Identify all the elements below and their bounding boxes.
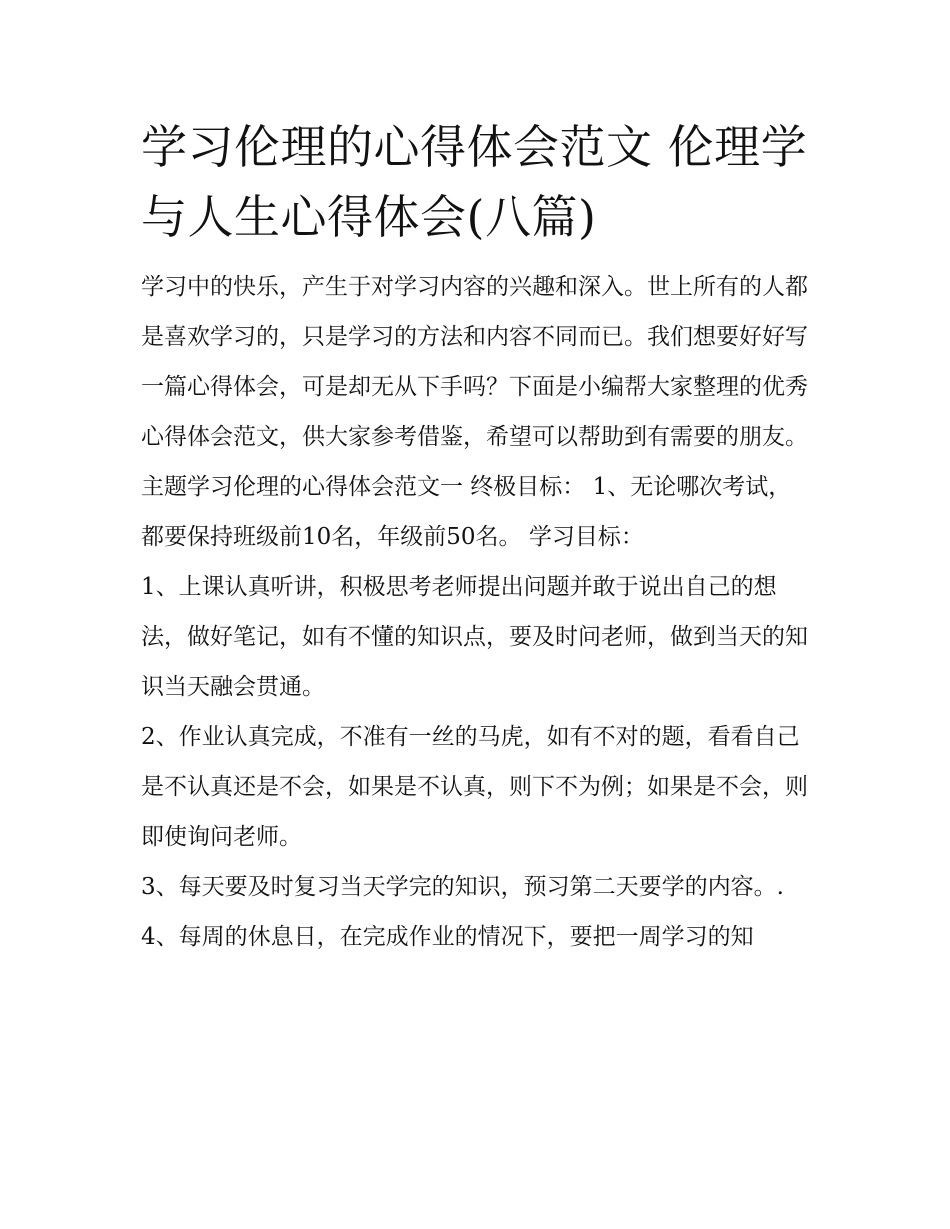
goal-item-3: 3、每天要及时复习当天学完的知识，预习第二天要学的内容。. [141,874,784,900]
document-title: 学习伦理的心得体会范文 伦理学与人生心得体会(八篇) [141,120,808,244]
intro-paragraph: 学习中的快乐，产生于对学习内容的兴趣和深入。世上所有的人都是喜欢学习的，只是学习的方法和内容不同而已。我们想要好好写一篇心得体会，可是却无从下手吗？下面是小编帮大家整理的优秀心得体会范文，供大家参考借鉴，希望可以帮助到有需要的朋友。 [141,274,808,450]
goal-item-2: 2、作业认真完成，不准有一丝的马虎，如有不对的题，看看自己是不认真还是不会，如果是不认真，则下不为例；如果是不会，则即使询问老师。 [141,724,808,850]
goal-item-1: 1、上课认真听讲，积极思考老师提出问题并敢于说出自己的想法，做好笔记，如有不懂的知识点，要及时问老师，做到当天的知识当天融会贯通。 [141,574,808,700]
section-heading-paragraph: 主题学习伦理的心得体会范文一 终极目标： 1、无论哪次考试，都要保持班级前10名，年级前50名。 学习目标： [141,474,792,550]
document-page [141,112,813,962]
goal-item-4: 4、每周的休息日，在完成作业的情况下，要把一周学习的知 [141,924,754,950]
